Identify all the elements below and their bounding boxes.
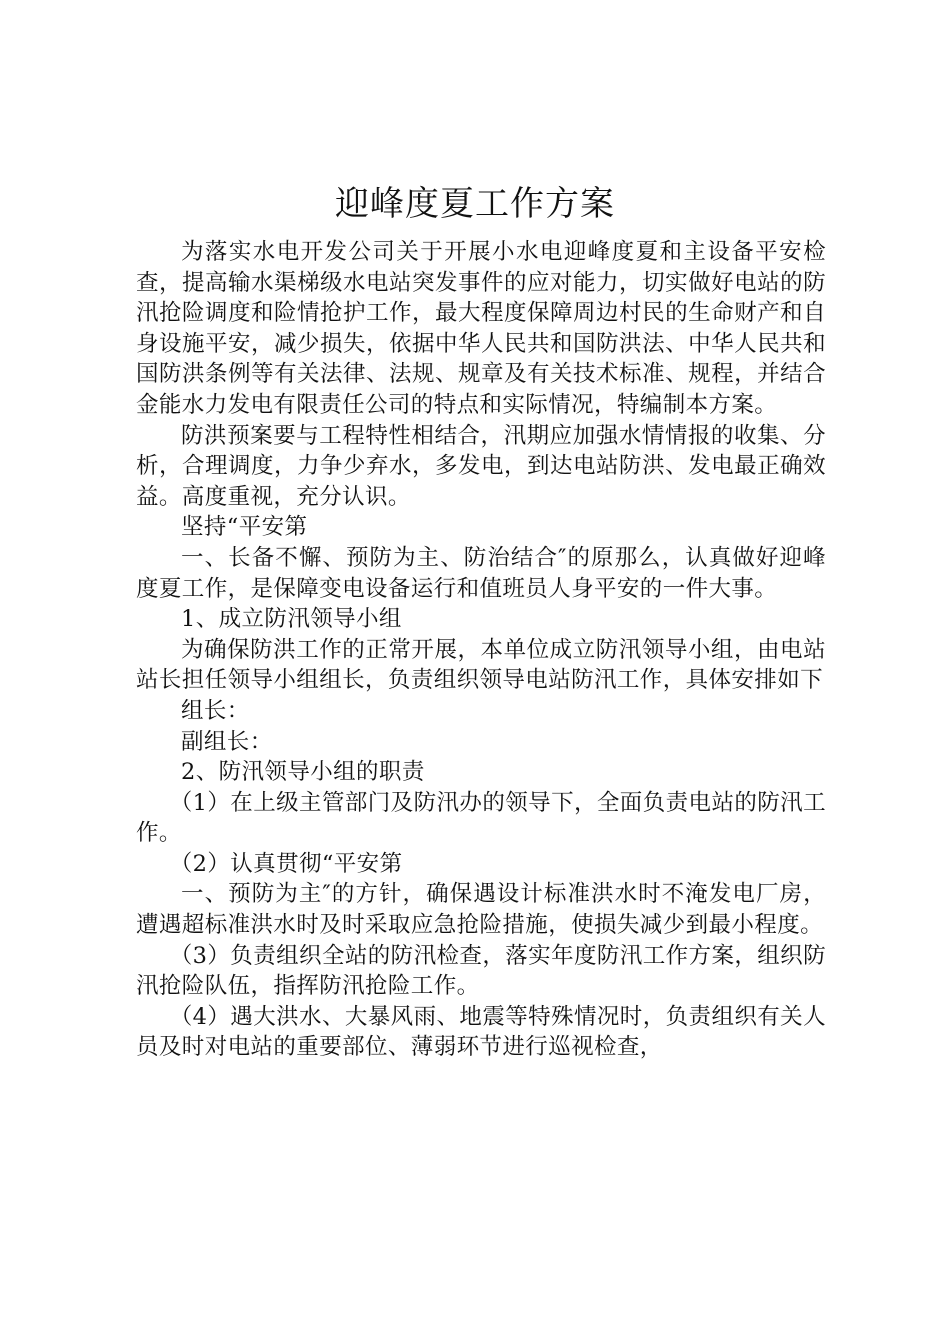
list-item: （2）认真贯彻“平安第 (169, 850, 403, 877)
paragraph: 一、预防为主″的方针，确保遇设计标准洪水时不淹发电厂房，遭遇超标准洪水时及时采取应急抢险措施，使损失减少到最小程度。 (136, 881, 826, 939)
paragraph: 坚持“平安第 (181, 514, 308, 541)
section-heading: 1、成立防汛领导小组 (181, 606, 402, 633)
list-item: （3）负责组织全站的防汛检查，落实年度防汛工作方案，组织防汛抢险队伍，指挥防汛抢险工作。 (136, 942, 826, 1000)
paragraph: 防洪预案要与工程特性相结合，汛期应加强水情情报的收集、分析，合理调度，力争少弃水，多发电，到达电站防洪、发电最正确效益。高度重视，充分认识。 (136, 422, 826, 510)
paragraph: 副组长： (181, 728, 273, 755)
paragraph: 为确保防洪工作的正常开展，本单位成立防汛领导小组，由电站站长担任领导小组组长，负责组织领导电站防汛工作，具体安排如下 (136, 636, 826, 694)
paragraph: 为落实水电开发公司关于开展小水电迎峰度夏和主设备平安检查，提高输水渠梯级水电站突发事件的应对能力，切实做好电站的防汛抢险调度和险情抢护工作，最大程度保障周边村民的生命财产和自身设施平安，减少损失，依据中华人民共和国防洪法、中华人民共和国防洪条例等有关法律、法规、规章及有关技术标准、规程，并结合金能水力发电有限责任公司的特点和实际情况，特编制本方案。 (136, 239, 826, 418)
list-item: （1）在上级主管部门及防汛办的领导下，全面负责电站的防汛工作。 (136, 789, 826, 847)
document-body (136, 237, 826, 1063)
section-heading: 2、防汛领导小组的职责 (181, 759, 425, 786)
paragraph: 组长： (181, 697, 250, 724)
list-item: （4）遇大洪水、大暴风雨、地震等特殊情况时，负责组织有关人员及时对电站的重要部位、薄弱环节进行巡视检查， (136, 1003, 826, 1061)
document-title: 迎峰度夏工作方案 (335, 184, 615, 224)
paragraph: 一、长备不懈、预防为主、防治结合″的原那么，认真做好迎峰度夏工作，是保障变电设备运行和值班员人身平安的一件大事。 (136, 544, 826, 602)
